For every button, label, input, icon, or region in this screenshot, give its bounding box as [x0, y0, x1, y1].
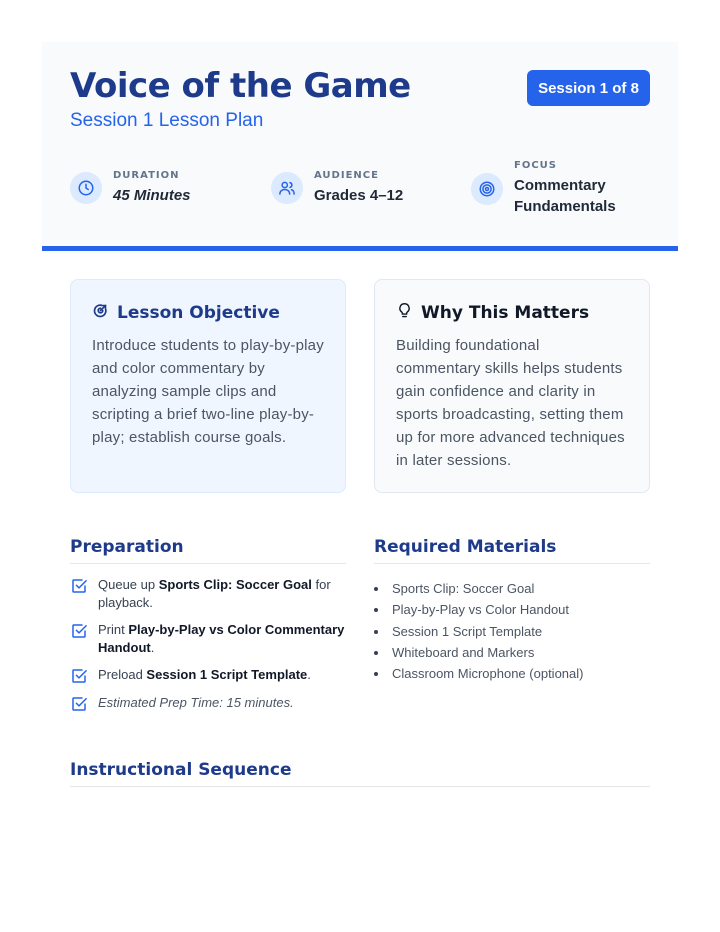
prep-time-item [70, 694, 346, 713]
card-title: Why This Matters [421, 303, 590, 323]
material-item: Session 1 Script Template [374, 621, 650, 642]
meta-label: FOCUS [514, 160, 557, 171]
target-icon [471, 173, 503, 205]
meta-value-line: Commentary [514, 177, 606, 194]
prep-item-text: Print Play-by-Play vs Color Commentary Handout. [98, 622, 345, 655]
page-title: Voice of the Game [70, 66, 411, 106]
clock-icon [70, 172, 102, 204]
lesson-objective-card [70, 279, 346, 493]
section-divider [70, 786, 650, 787]
meta-label: DURATION [113, 170, 180, 181]
session-badge: Session 1 of 8 [527, 70, 650, 106]
material-item: Whiteboard and Markers [374, 642, 650, 663]
meta-value: Grades 4–12 [314, 187, 404, 204]
meta-duration [70, 170, 191, 206]
page-subtitle: Session 1 Lesson Plan [70, 110, 264, 131]
meta-value: 45 Minutes [113, 187, 191, 204]
meta-label: AUDIENCE [314, 170, 379, 181]
header-divider [42, 246, 678, 251]
meta-value [514, 175, 616, 217]
materials-heading: Required Materials [374, 537, 557, 557]
lightbulb-icon [396, 302, 413, 324]
card-body: Building foundational commentary skills helps students gain confidence and clarity in sports broadcasting, setting them up for more advanced techniques in later sessions. [396, 337, 625, 469]
material-item: Play-by-Play vs Color Handout [374, 599, 650, 620]
lesson-header [42, 42, 678, 248]
material-item: Sports Clip: Soccer Goal [374, 578, 650, 599]
checkbox-checked-icon [70, 577, 88, 595]
card-body: Introduce students to play-by-play and color commentary by analyzing sample clips and scripting a brief two-line play-by-play; establish course goals. [92, 337, 324, 446]
why-this-matters-card [374, 279, 650, 493]
section-divider [70, 563, 346, 564]
card-title: Lesson Objective [117, 303, 280, 323]
prep-item [70, 666, 346, 685]
prep-item-text: Preload Session 1 Script Template. [98, 667, 311, 682]
checkbox-checked-icon [70, 695, 88, 713]
meta-value-line: Fundamentals [514, 198, 616, 215]
prep-time-text: Estimated Prep Time: 15 minutes. [98, 695, 294, 710]
prep-item-text: Queue up Sports Clip: Soccer Goal for playback. [98, 577, 331, 610]
preparation-list [70, 576, 346, 722]
checkbox-checked-icon [70, 622, 88, 640]
checkbox-checked-icon [70, 667, 88, 685]
preparation-heading: Preparation [70, 537, 184, 557]
prep-item [70, 576, 346, 612]
material-item: Classroom Microphone (optional) [374, 663, 650, 684]
instructional-sequence-heading: Instructional Sequence [70, 760, 292, 780]
prep-item [70, 621, 346, 657]
target-arrow-icon [92, 302, 109, 324]
materials-list [374, 578, 650, 684]
section-divider [374, 563, 650, 564]
meta-focus [471, 160, 616, 217]
users-icon [271, 172, 303, 204]
meta-audience [271, 170, 403, 206]
